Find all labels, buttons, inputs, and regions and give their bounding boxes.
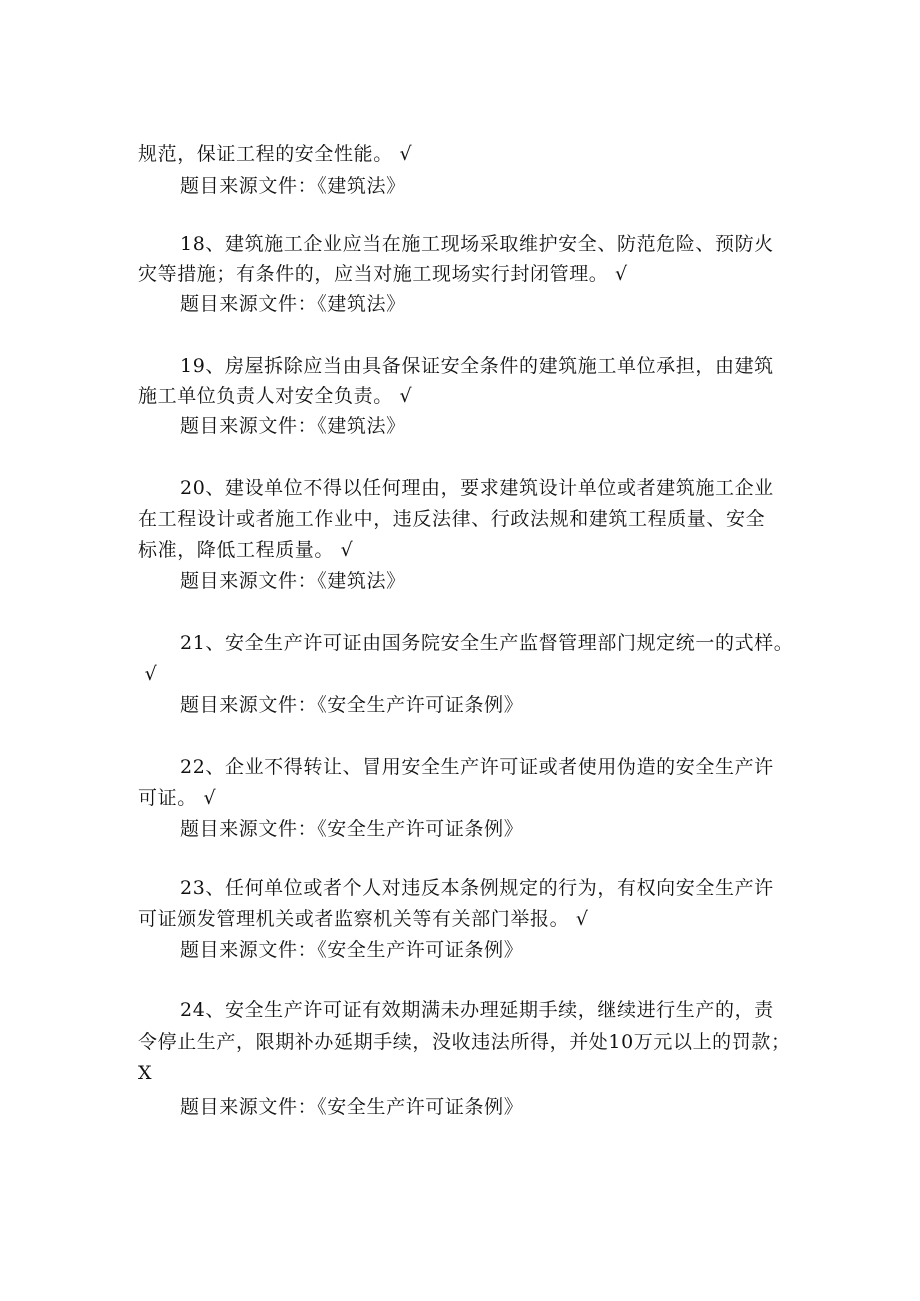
question-text-line: 22、企业不得转让、冒用安全生产许可证或者使用伪造的安全生产许 [180, 756, 774, 778]
question-text-line: 20、建设单位不得以任何理由，要求建筑设计单位或者建筑施工企业 [180, 477, 774, 499]
question-source: 题目来源文件：《安全生产许可证条例》 [180, 1096, 524, 1118]
question-text-line: √ [138, 663, 158, 685]
question-text-line: 19、房屋拆除应当由具备保证安全条件的建筑施工单位承担，由建筑 [180, 355, 774, 377]
question-text-line: 21、安全生产许可证由国务院安全生产监督管理部门规定统一的式样。 [180, 632, 794, 654]
question-text-line: 23、任何单位或者个人对违反本条例规定的行为，有权向安全生产许 [180, 877, 774, 899]
question-text-line: 施工单位负责人对安全负责。 √ [138, 385, 413, 407]
question-source: 题目来源文件：《安全生产许可证条例》 [180, 939, 524, 961]
question-text-line: 18、建筑施工企业应当在施工现场采取维护安全、防范危险、预防火 [180, 233, 774, 255]
question-source: 题目来源文件：《建筑法》 [180, 415, 406, 437]
question-text-line: 标准，降低工程质量。 √ [138, 539, 354, 561]
question-source: 题目来源文件：《建筑法》 [180, 570, 406, 592]
question-text-line: 在工程设计或者施工作业中，违反法律、行政法规和建筑工程质量、安全 [138, 508, 766, 530]
question-text-line: X [138, 1062, 153, 1084]
question-source: 题目来源文件：《建筑法》 [180, 293, 406, 315]
question-text-line: 灾等措施；有条件的，应当对施工现场实行封闭管理。 √ [138, 263, 628, 285]
question-text-line: 可证颁发管理机关或者监察机关等有关部门举报。 √ [138, 908, 589, 930]
question-text-line: 规范，保证工程的安全性能。 √ [138, 143, 413, 165]
question-text-line: 令停止生产，限期补办延期手续，没收违法所得，并处10万元以上的罚款； [138, 1031, 791, 1053]
question-text-line: 可证。 √ [138, 787, 217, 809]
question-text-line: 24、安全生产许可证有效期满未办理延期手续，继续进行生产的，责 [180, 999, 774, 1021]
question-source: 题目来源文件：《建筑法》 [180, 175, 406, 197]
question-source: 题目来源文件：《安全生产许可证条例》 [180, 694, 524, 716]
question-source: 题目来源文件：《安全生产许可证条例》 [180, 818, 524, 840]
